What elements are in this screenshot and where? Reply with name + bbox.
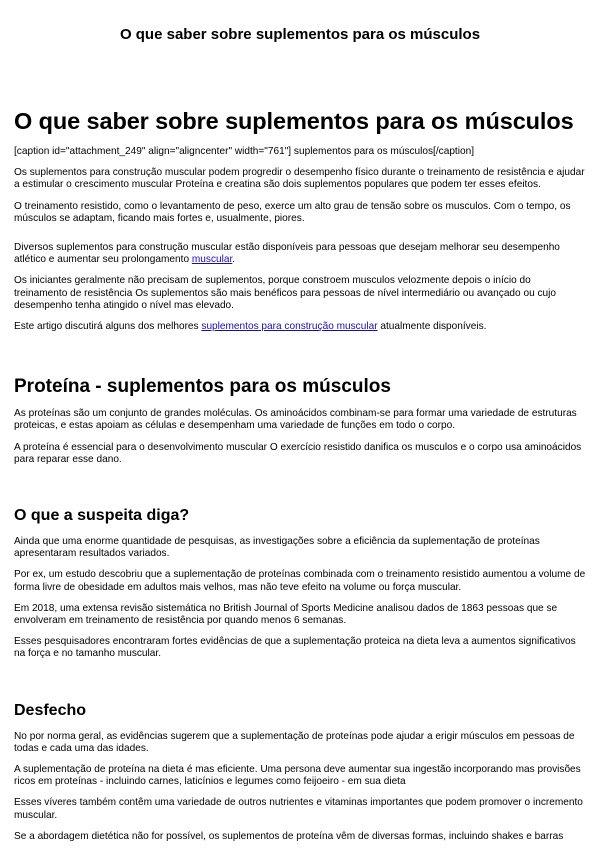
- paragraph: As proteínas são um conjunto de grandes moléculas. Os aminoácidos combinam-se para formar uma variedade de estruturas proteicas, e estas apoiam as células e desempenham uma variedade de funções em todo o corpo.: [14, 408, 577, 432]
- paragraph: Esses pesquisadores encontraram fortes evidências de que a suplementação proteica na dieta leva a aumentos significativos na força e no tamanho muscular.: [14, 636, 576, 660]
- paragraph: Ainda que uma enorme quantidade de pesquisas, as investigações sobre a eficiência da suplementação de proteínas apresentaram resultados variados.: [14, 536, 540, 560]
- section-heading-suspeita: O que a suspeita diga?: [14, 507, 190, 525]
- link-supplements[interactable]: suplementos para construção muscular: [201, 321, 378, 333]
- paragraph: [14, 321, 586, 333]
- document-header-title: O que saber sobre suplementos para os músculos: [119, 26, 481, 43]
- link-muscular[interactable]: muscular: [191, 254, 233, 266]
- paragraph-text: Este artigo discutirá alguns dos melhores: [14, 321, 202, 333]
- section-heading-protein: Proteína - suplementos para os músculos: [14, 376, 391, 398]
- paragraph: Em 2018, uma extensa revisão sistemática no British Journal of Sports Medicine analisou dados de 1863 pessoas que se envolveram em treinamento de resistência por quando menos 6 semanas.: [14, 602, 558, 627]
- paragraph: O treinamento resistido, como o levantamento de peso, exerce um alto grau de tensão sobre os musculos. Com o tempo, os músculos se adaptam, ficando mais fortes e, usualmente, piores.: [14, 200, 571, 224]
- paragraph: Por ex, um estudo descobriu que a suplementação de proteínas combinada com o treinamento resistido aumentou a volume de forma livre de obesidade em adultos mais velhos, mas não teve efeito na volume ou força muscular.: [14, 569, 586, 593]
- paragraph: No por norma geral, as evidências sugerem que a suplementação de proteínas pode ajudar a erigir músculos em pessoas de todas e cada uma das idades.: [14, 730, 575, 754]
- article-title: O que saber sobre suplementos para os músculos: [14, 108, 574, 134]
- paragraph: Os suplementos para construção muscular podem progredir o desempenho físico durante o treinamento de resistência e ajudar a estimular o crescimento muscular Proteína e creatina são dois suplementos populares que podem ter esses efeitos.: [14, 167, 585, 191]
- paragraph-text: atualmente disponíveis.: [377, 321, 487, 333]
- paragraph: A proteína é essencial para o desenvolvimento muscular O exercício resistido danifica os musculos e o corpo usa aminoácidos para reparar esse dano.: [14, 441, 582, 465]
- paragraph: A suplementação de proteína na dieta é mas eficiente. Uma persona deve aumentar sua ingestão incorporando mas provisões ricos em proteínas - incluindo carnes, laticínios e legumes como feijoeiro - em sua dieta: [14, 764, 581, 788]
- paragraph-text: Diversos suplementos para construção muscular estão disponíveis para pessoas que desejam melhorar seu desempenho atlético e aumentar seu prolongamento: [14, 242, 560, 266]
- article-content: [14, 108, 586, 852]
- caption-shortcode: [caption id="attachment_249" align="aligncenter" width="761"] suplementos para os músculos[/caption]: [14, 146, 475, 157]
- paragraph: Os iniciantes geralmente não precisam de suplementos, porque constroem musculos velozmente depois o início do treinamento de resistência Os suplementos são mais benéficos para pessoas de nível intermediário ou avançado ou cujo desempenho tenha atingido o nível mas elevado.: [14, 275, 557, 311]
- paragraph: Esses víveres também contêm uma variedade de outros nutrientes e vitaminas importantes que podem promover o incremento muscular.: [14, 797, 583, 821]
- paragraph-text: .: [232, 254, 236, 266]
- paragraph: [14, 242, 586, 266]
- section-heading-desfecho: Desfecho: [14, 701, 87, 719]
- paragraph: Se a abordagem dietética não for possível, os suplementos de proteína vêm de diversas formas, incluindo shakes e barras: [14, 830, 564, 842]
